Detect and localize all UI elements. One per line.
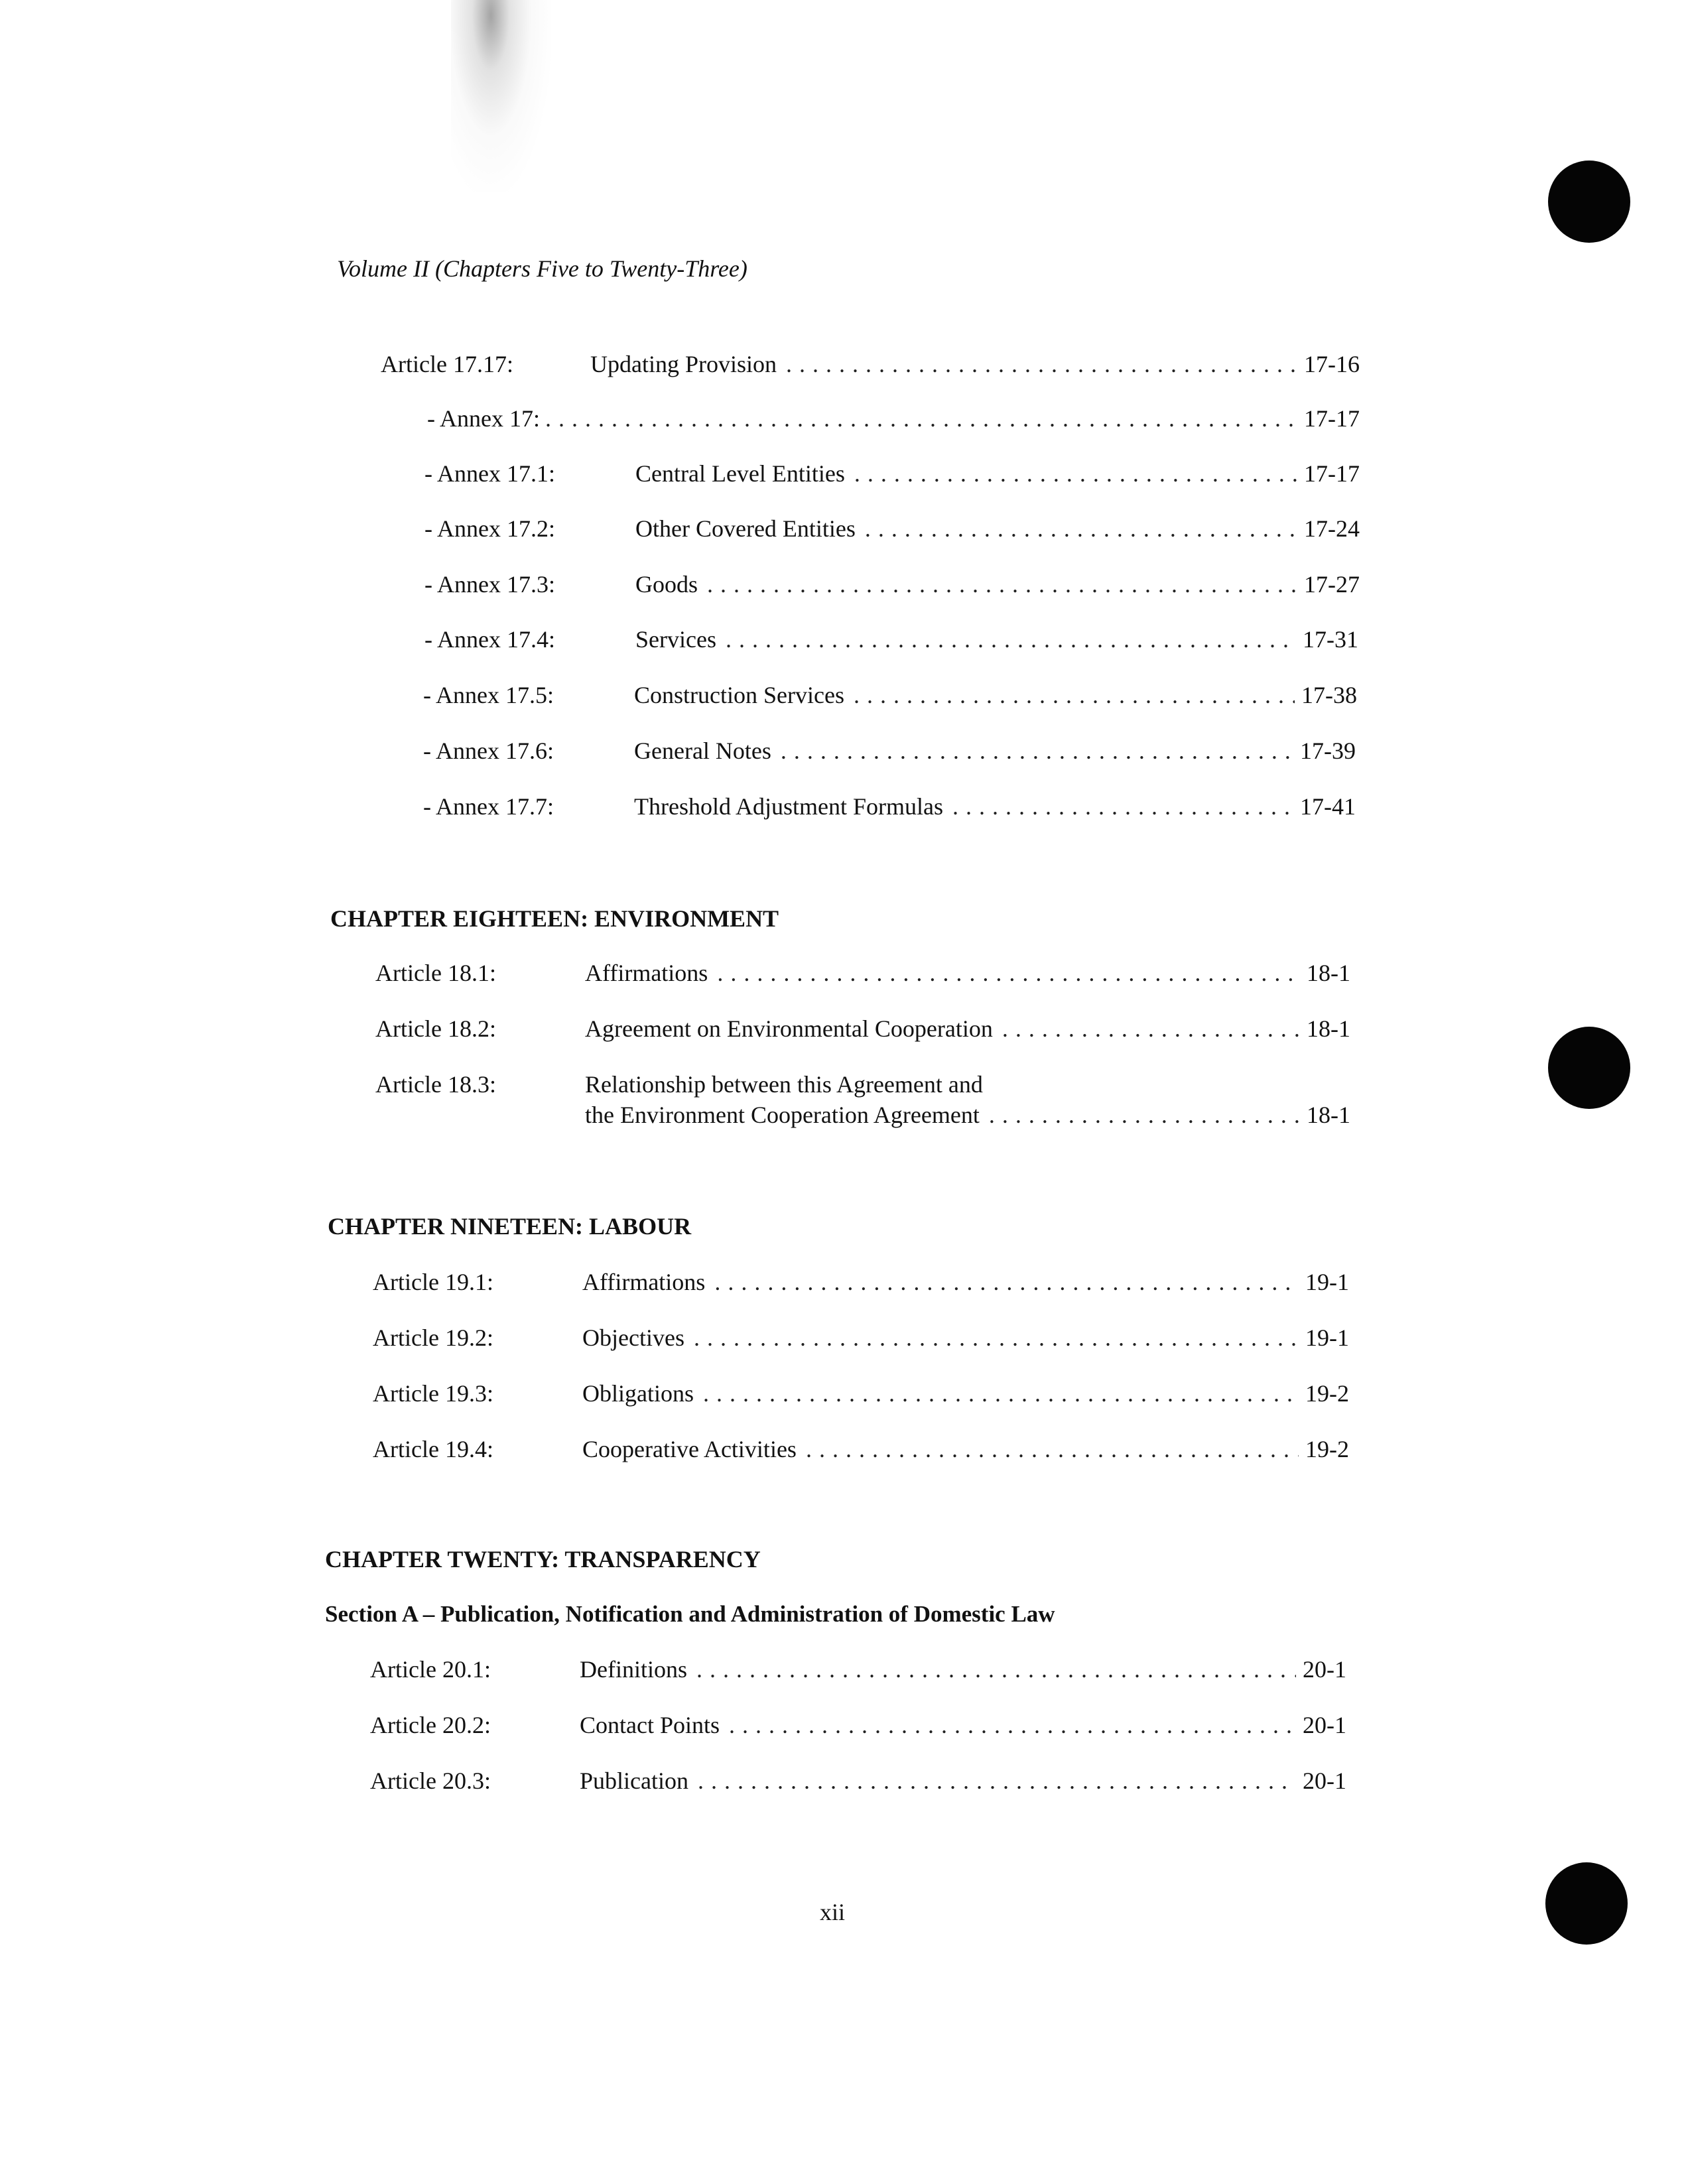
toc-entry [424, 515, 1360, 543]
entry-title: Services [635, 626, 716, 653]
entry-page: 19-2 [1305, 1436, 1349, 1462]
entry-page: 20-1 [1303, 1712, 1346, 1738]
dot-leader [714, 1268, 1299, 1296]
dot-leader [698, 1767, 1296, 1795]
dot-leader [952, 793, 1293, 820]
entry-page: 19-2 [1305, 1380, 1349, 1407]
entry-label: Article 18.2: [375, 1015, 496, 1042]
entry-title: Agreement on Environmental Cooperation [585, 1015, 993, 1042]
section-heading: Section A – Publication, Notification and Administration of Domestic Law [325, 1601, 1055, 1627]
chapter-heading: CHAPTER EIGHTEEN: ENVIRONMENT [330, 905, 779, 932]
toc-entry [424, 460, 1360, 487]
toc-entry-continuation [585, 1101, 1350, 1129]
entry-title: Cooperative Activities [582, 1436, 797, 1462]
entry-title: Central Level Entities [635, 460, 845, 487]
dot-leader [717, 959, 1300, 987]
entry-label: - Annex 17.7: [423, 793, 554, 820]
entry-label: Article 20.3: [370, 1767, 491, 1794]
entry-page: 19-1 [1305, 1269, 1349, 1295]
dot-leader [703, 1380, 1299, 1407]
dot-leader [854, 681, 1295, 709]
dot-leader [729, 1711, 1296, 1739]
entry-label: Article 18.3: [375, 1071, 496, 1098]
entry-page: 20-1 [1303, 1767, 1346, 1794]
entry-title-line1: Relationship between this Agreement and [585, 1071, 983, 1098]
volume-heading: Volume II (Chapters Five to Twenty-Three) [337, 255, 747, 282]
toc-entry [373, 1324, 1349, 1352]
entry-page: 17-27 [1304, 571, 1360, 598]
entry-title: Affirmations [582, 1269, 706, 1295]
dot-leader [1002, 1015, 1300, 1043]
toc-entry [370, 1655, 1346, 1683]
toc-entry [373, 1380, 1349, 1407]
entry-label: - Annex 17.2: [424, 515, 555, 542]
toc-entry [370, 1767, 1346, 1795]
entry-page: 18-1 [1307, 960, 1350, 986]
entry-title: Publication [580, 1767, 688, 1794]
dot-leader [989, 1101, 1300, 1129]
punch-hole-middle [1548, 1027, 1630, 1109]
toc-entry [373, 1435, 1349, 1463]
entry-label: Article 19.3: [373, 1380, 493, 1407]
toc-entry [375, 959, 1350, 987]
dot-leader [707, 570, 1297, 598]
entry-page: 17-38 [1301, 682, 1357, 708]
entry-title: Obligations [582, 1380, 694, 1407]
toc-entry [424, 570, 1360, 598]
scan-smudge [451, 0, 551, 192]
dot-leader [545, 405, 1297, 432]
toc-entry-label-row [375, 1070, 1350, 1098]
entry-label: Article 19.2: [373, 1324, 493, 1351]
entry-title: Updating Provision [590, 351, 777, 377]
dot-leader [726, 625, 1296, 653]
dot-leader [694, 1324, 1299, 1352]
entry-page: 20-1 [1303, 1656, 1346, 1683]
toc-entry [370, 1711, 1346, 1739]
entry-label: Article 19.1: [373, 1269, 493, 1295]
entry-page: 17-31 [1303, 626, 1358, 653]
dot-leader [865, 515, 1297, 543]
entry-label: Article 18.1: [375, 960, 496, 986]
entry-page: 18-1 [1307, 1102, 1350, 1128]
entry-title: Goods [635, 571, 698, 598]
entry-title: Affirmations [585, 960, 708, 986]
entry-page: 17-17 [1304, 405, 1360, 432]
entry-title: Contact Points [580, 1712, 720, 1738]
entry-label: - Annex 17.6: [423, 738, 554, 764]
entry-label: - Annex 17.3: [424, 571, 555, 598]
punch-hole-top [1548, 161, 1630, 243]
toc-entry [423, 737, 1356, 765]
entry-page: 17-24 [1304, 515, 1360, 542]
entry-label: Article 17.17: [381, 351, 513, 377]
entry-title: Other Covered Entities [635, 515, 856, 542]
page-number: xii [820, 1899, 846, 1925]
entry-label: - Annex 17: [427, 405, 540, 432]
dot-leader [854, 460, 1297, 487]
entry-title: Objectives [582, 1324, 684, 1351]
toc-entry [423, 793, 1356, 820]
entry-page: 17-39 [1300, 738, 1356, 764]
entry-page: 17-17 [1304, 460, 1360, 487]
toc-entry [427, 405, 1360, 432]
dot-leader [781, 737, 1293, 765]
entry-title: the Environment Cooperation Agreement [585, 1102, 980, 1128]
entry-title: Construction Services [634, 682, 844, 708]
entry-page: 17-16 [1304, 351, 1360, 377]
entry-page: 18-1 [1307, 1015, 1350, 1042]
toc-entry [373, 1268, 1349, 1296]
toc-entry [423, 681, 1357, 709]
dot-leader [806, 1435, 1299, 1463]
dot-leader [696, 1655, 1296, 1683]
entry-label: Article 20.1: [370, 1656, 491, 1683]
dot-leader [786, 350, 1297, 378]
toc-entry [375, 1015, 1350, 1043]
entry-title: Threshold Adjustment Formulas [634, 793, 943, 820]
entry-label: Article 20.2: [370, 1712, 491, 1738]
entry-page: 19-1 [1305, 1324, 1349, 1351]
chapter-heading: CHAPTER TWENTY: TRANSPARENCY [325, 1546, 761, 1573]
entry-label: - Annex 17.1: [424, 460, 555, 487]
punch-hole-bottom [1545, 1862, 1628, 1945]
entry-label: - Annex 17.5: [423, 682, 554, 708]
chapter-heading: CHAPTER NINETEEN: LABOUR [328, 1213, 692, 1240]
entry-label: Article 19.4: [373, 1436, 493, 1462]
entry-label: - Annex 17.4: [424, 626, 555, 653]
entry-title: Definitions [580, 1656, 687, 1683]
entry-title: General Notes [634, 738, 771, 764]
entry-page: 17-41 [1300, 793, 1356, 820]
toc-entry [381, 350, 1360, 378]
toc-entry [424, 625, 1358, 653]
